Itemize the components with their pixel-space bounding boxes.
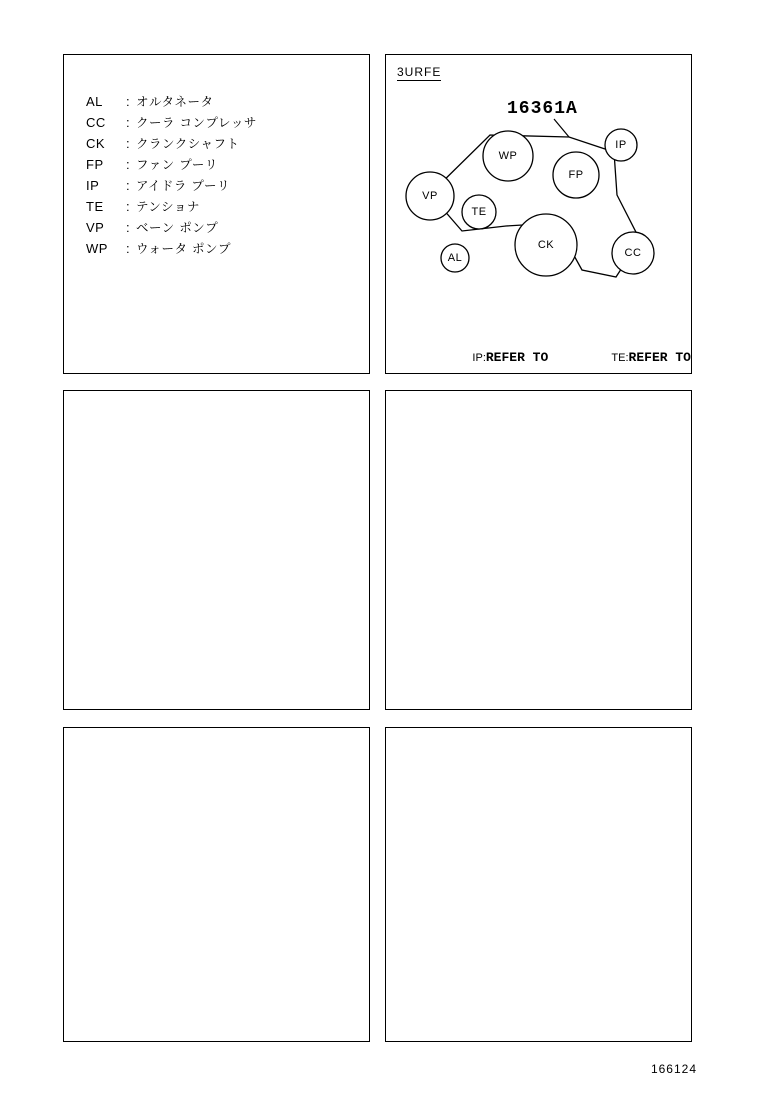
legend-separator: :: [125, 220, 131, 235]
legend-code: TE: [86, 199, 104, 214]
legend-separator: :: [125, 241, 131, 256]
legend-separator: :: [125, 94, 131, 109]
note-ip-prefix: IP:: [472, 352, 486, 364]
legend-item: [86, 239, 356, 260]
legend-code: VP: [86, 220, 105, 235]
pulley-label-al: AL: [447, 252, 463, 264]
legend-name: クーラ コンプレッサ: [136, 115, 257, 130]
legend-item: [86, 176, 356, 197]
note-te-prefix: TE:: [611, 352, 629, 364]
empty-panel-middle-right: [385, 390, 692, 710]
engine-code-label: 3URFE: [397, 65, 442, 79]
empty-panel-middle-left: [63, 390, 370, 710]
empty-panel-bottom-left: [63, 727, 370, 1042]
legend-panel: [63, 54, 370, 374]
belt-routing-panel: [385, 54, 692, 374]
legend-name: オルタネータ: [136, 94, 214, 109]
figure-id: 166124: [650, 1062, 697, 1076]
legend-item: [86, 155, 356, 176]
legend-item: [86, 92, 356, 113]
legend-name: クランクシャフト: [136, 136, 240, 151]
legend-code: CC: [86, 115, 106, 130]
legend-separator: :: [125, 199, 131, 214]
note-ip-line1: REFER TO: [485, 350, 549, 365]
legend-code: AL: [86, 94, 103, 109]
legend-separator: :: [125, 136, 131, 151]
note-te-line1: REFER TO: [628, 350, 691, 365]
legend-item: [86, 218, 356, 239]
legend-separator: :: [125, 178, 131, 193]
legend-item: [86, 197, 356, 218]
legend-code: FP: [86, 157, 104, 172]
pulley-label-ip: IP: [615, 139, 627, 151]
legend-code: WP: [86, 241, 108, 256]
legend-name: ベーン ポンプ: [136, 220, 219, 235]
legend-separator: :: [125, 115, 131, 130]
part-number-label: 16361A: [507, 99, 578, 119]
pulley-label-fp: FP: [568, 169, 584, 181]
legend-item: [86, 113, 356, 134]
pulley-label-cc: CC: [624, 247, 642, 259]
legend-name: アイドラ プーリ: [136, 178, 230, 193]
legend-name: ウォータ ポンプ: [136, 241, 231, 256]
pulley-label-vp: VP: [422, 190, 438, 202]
legend-code: IP: [86, 178, 100, 193]
legend-item: [86, 134, 356, 155]
pulley-label-te: TE: [471, 206, 487, 218]
empty-panel-bottom-right: [385, 727, 692, 1042]
legend-name: テンショナ: [136, 199, 200, 214]
legend-code: CK: [86, 136, 106, 151]
pulley-label-wp: WP: [498, 150, 518, 162]
pulley-label-ck: CK: [537, 239, 555, 251]
legend-name: ファン プーリ: [136, 157, 218, 172]
legend-separator: :: [125, 157, 131, 172]
legend-list: [86, 92, 356, 260]
